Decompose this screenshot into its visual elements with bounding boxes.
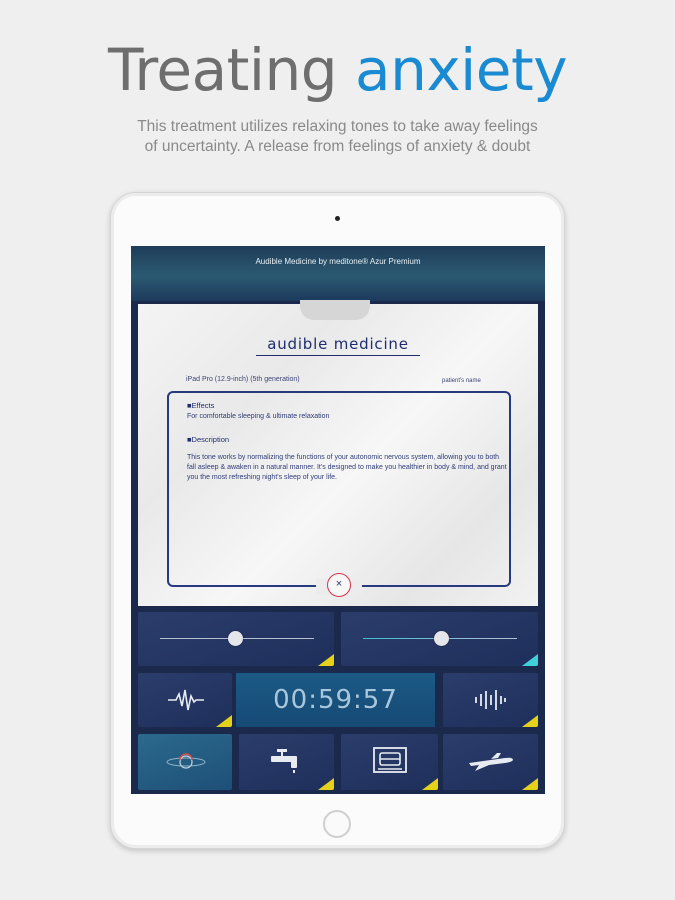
headline-part1: Treating bbox=[107, 36, 338, 104]
subtext-line1: This treatment utilizes relaxing tones to take away feelings bbox=[137, 118, 538, 135]
description-text: This tone works by normalizing the functions of your autonomic nervous system, allowing you to both fall asleep & awaken in a natural manner. It's designed to make you healthier in body & mind, and grant you the most refreshing night's sleep of your life. bbox=[187, 454, 507, 481]
app-screen bbox=[131, 246, 545, 794]
description-label: ■Description bbox=[187, 435, 230, 444]
equalizer-button[interactable] bbox=[443, 673, 538, 727]
faucet-button[interactable] bbox=[239, 734, 334, 790]
train-button[interactable] bbox=[341, 734, 438, 790]
info-box bbox=[167, 391, 511, 587]
close-button[interactable]: × bbox=[327, 573, 351, 597]
tile-corner bbox=[318, 654, 334, 666]
tile-corner bbox=[422, 778, 438, 790]
device-name: iPad Pro (12.9-inch) (5th generation) bbox=[186, 376, 300, 383]
tile-corner bbox=[522, 715, 538, 727]
card-tab bbox=[300, 300, 370, 320]
subtext-line2: of uncertainty. A release from feelings of anxiety & doubt bbox=[144, 138, 531, 155]
info-card bbox=[138, 304, 538, 606]
camera-dot bbox=[335, 216, 340, 221]
tile-corner bbox=[216, 715, 232, 727]
orbit-button[interactable] bbox=[138, 734, 232, 790]
orbit-icon bbox=[165, 750, 207, 774]
app-title: Audible Medicine by meditone® Azur Premium bbox=[255, 257, 421, 266]
slider-thumb-left[interactable] bbox=[228, 631, 243, 646]
train-icon bbox=[373, 746, 407, 776]
tile-corner bbox=[522, 654, 538, 666]
slider-thumb-right[interactable] bbox=[434, 631, 449, 646]
volume-slider-tile-left bbox=[138, 612, 334, 666]
headline-part2: anxiety bbox=[355, 36, 568, 104]
brand-underline bbox=[256, 355, 420, 356]
subtext bbox=[0, 117, 675, 157]
waveform-button[interactable] bbox=[138, 673, 232, 727]
equalizer-icon bbox=[472, 688, 508, 712]
tile-corner bbox=[522, 778, 538, 790]
effects-label: ■Effects bbox=[187, 401, 215, 410]
app-header bbox=[131, 246, 545, 301]
timer-display: 00:59:57 bbox=[236, 673, 435, 727]
patient-name-label: patient's name bbox=[442, 378, 481, 384]
tile-corner bbox=[318, 778, 334, 790]
airplane-icon bbox=[467, 750, 515, 772]
waveform-icon bbox=[168, 688, 204, 712]
brand-title: audible medicine bbox=[267, 335, 409, 353]
airplane-button[interactable] bbox=[443, 734, 538, 790]
headline bbox=[0, 36, 675, 104]
home-button[interactable] bbox=[323, 810, 351, 838]
faucet-icon bbox=[269, 746, 305, 776]
volume-slider-tile-right bbox=[341, 612, 538, 666]
effects-text: For comfortable sleeping & ultimate relaxation bbox=[187, 413, 330, 420]
